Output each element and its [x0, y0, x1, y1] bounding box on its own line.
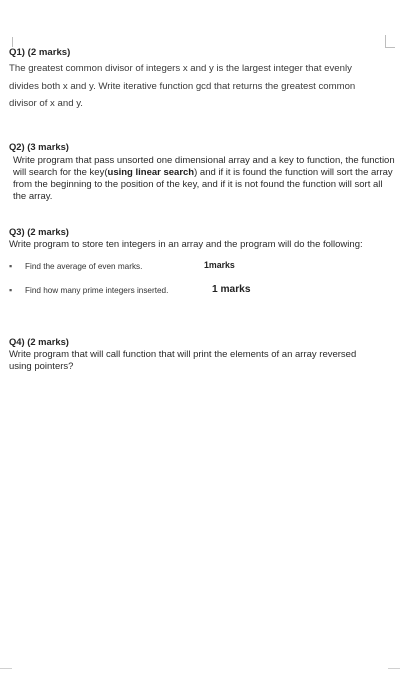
- question-1-heading: Q1) (2 marks): [9, 47, 71, 58]
- question-3-heading: Q3) (2 marks): [9, 226, 69, 237]
- question-4-heading: Q4) (2 marks): [9, 336, 69, 347]
- task-text: Find how many prime integers inserted.: [25, 286, 169, 295]
- list-item: [9, 261, 393, 272]
- question-1-text: The greatest common divisor of integers x and y is the largest integer that evenly divides both x and y. Write iterative function gcd that returns the greatest common divisor of x and y.: [9, 63, 356, 109]
- question-3-text: Write program to store ten integers in an array and the program will do the following:: [9, 239, 363, 250]
- list-item: [9, 285, 393, 296]
- question-4-text: Write program that will call function that will print the elements of an array reversed using pointers?: [9, 349, 357, 372]
- question-3: [9, 226, 393, 296]
- question-2-text-part-2: ) and if it is found the function will sort the array from the beginning to the position of the key, and if it is not found the function will sort all the array.: [13, 167, 393, 202]
- corner-mark-bottom-right: [388, 668, 400, 675]
- corner-mark-bottom-left: [0, 668, 12, 675]
- task-marks: 1 marks: [212, 284, 251, 295]
- question-2-text: [13, 155, 395, 203]
- task-text: Find the average of even marks.: [25, 262, 143, 271]
- bullet-icon: ▪: [9, 261, 13, 271]
- task-marks: 1marks: [204, 260, 235, 270]
- question-1: [9, 47, 393, 113]
- question-2-heading: Q2) (3 marks): [9, 141, 69, 152]
- bullet-icon: ▪: [9, 285, 13, 295]
- question-2-text-part-1: Write program that pass unsorted one dimensional array and a key to function, the function will search for the key(: [13, 155, 395, 178]
- question-2: [9, 141, 393, 203]
- question-3-task-list: [9, 261, 393, 296]
- question-4: [9, 336, 393, 373]
- question-2-emphasis: using linear search: [107, 167, 195, 178]
- corner-mark-top-left: [12, 37, 19, 47]
